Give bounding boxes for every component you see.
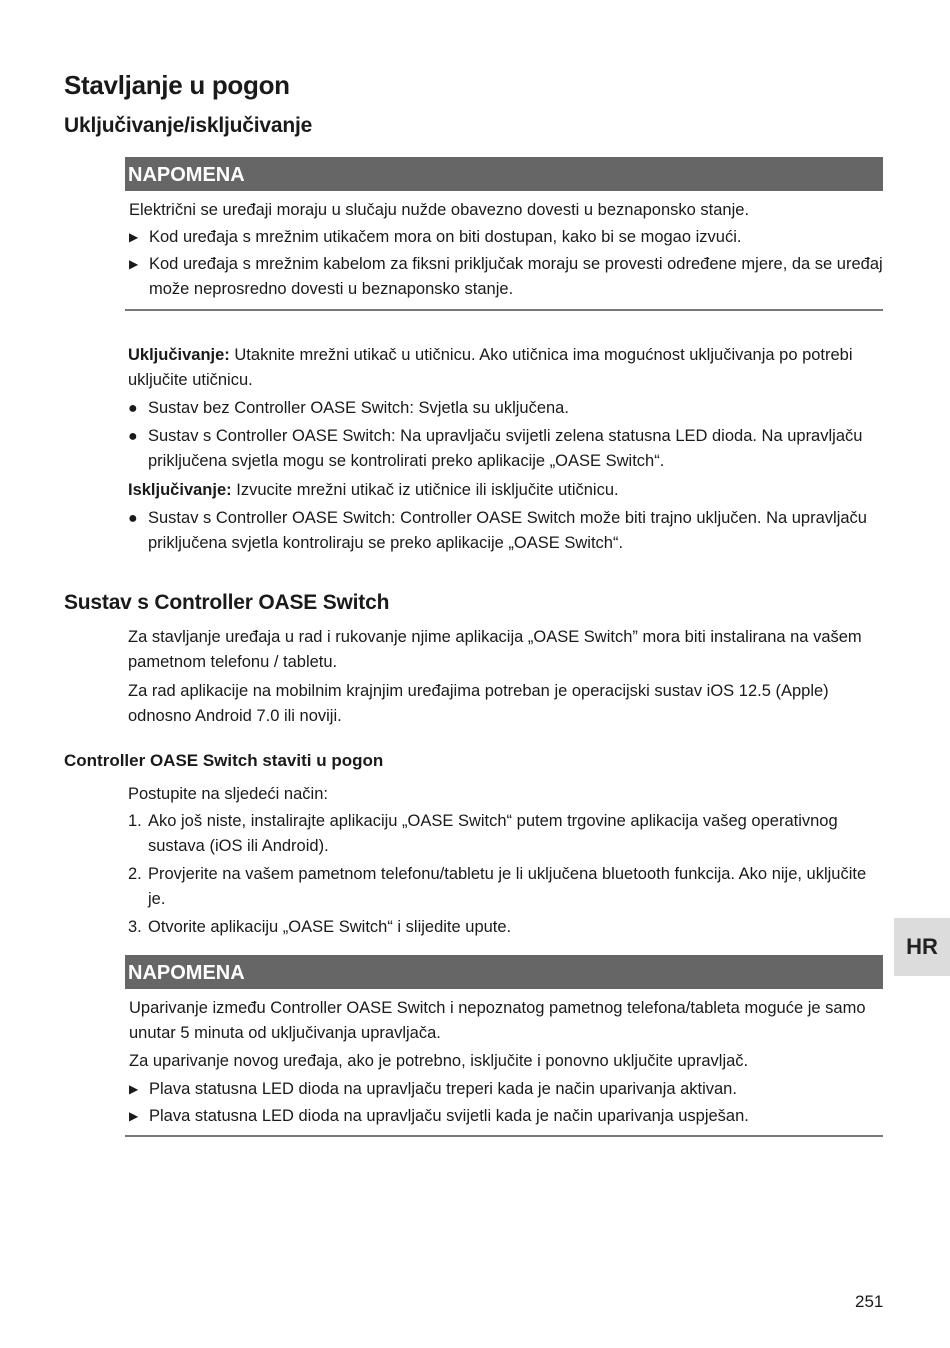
steps-intro: Postupite na sljedeći način: <box>128 785 328 803</box>
note-text: Za uparivanje novog uređaja, ako je potrebno, isključite i ponovno uključite upravljač. <box>129 1052 749 1070</box>
paragraph: Za rad aplikacije na mobilnim krajnjim uređajima potreban je operacijski sustav iOS 12.5 (Apple) odnosno Android 7.0 ili noviji. <box>128 682 829 725</box>
controller-intro <box>128 625 878 729</box>
note-bottom-rule <box>125 309 883 311</box>
triangle-bullet-icon: ▶ <box>129 230 139 244</box>
commissioning-steps <box>128 782 880 940</box>
note-box-safety <box>125 157 883 311</box>
note-bottom-rule <box>125 1135 883 1137</box>
triangle-bullet-icon: ▶ <box>129 1109 139 1123</box>
step-number: 1. <box>128 812 142 830</box>
section-heading-controller: Sustav s Controller OASE Switch <box>64 591 390 614</box>
note-text: Električni se uređaji moraju u slučaju nužde obavezno dovesti u beznaponsko stanje. <box>129 201 750 219</box>
note-bullet: ▶ Plava statusna LED dioda na upravljaču treperi kada je način uparivanja aktivan. <box>129 1077 883 1102</box>
list-item: ● Sustav s Controller OASE Switch: Controller OASE Switch može biti trajno uključen. Na upravljaču priključena svjetla kontroliraju se preko aplikacije „OASE Switch“. <box>128 506 878 556</box>
step-item: 3. Otvorite aplikaciju „OASE Switch“ i slijedite upute. <box>128 915 880 940</box>
note-header: NAPOMENA <box>125 157 883 191</box>
triangle-bullet-icon: ▶ <box>129 1082 139 1096</box>
page-title: Stavljanje u pogon <box>64 70 290 100</box>
switch-off-label: Isključivanje: <box>128 481 232 499</box>
language-tab: HR <box>894 918 950 976</box>
note-bullet: ▶ Kod uređaja s mrežnim kabelom za fiksni priključak moraju se provesti određene mjere, da se uređaj može neprosredno dovesti u beznaponsko stanje. <box>129 252 883 302</box>
note-bullet: ▶ Kod uređaja s mrežnim utikačem mora on biti dostupan, kako bi se mogao izvući. <box>129 225 883 250</box>
switch-on-paragraph: Uključivanje: Utaknite mrežni utikač u utičnicu. Ako utičnica ima mogućnost uključivanja po potrebi uključite utičnicu. <box>128 346 853 389</box>
dot-bullet-icon: ● <box>128 428 138 445</box>
subheading-commissioning: Controller OASE Switch staviti u pogon <box>64 751 384 770</box>
switch-on-label: Uključivanje: <box>128 346 230 364</box>
dot-bullet-icon: ● <box>128 400 138 417</box>
step-item: 1. Ako još niste, instalirajte aplikaciju „OASE Switch“ putem trgovine aplikacija vašeg operativnog sustava (iOS ili Android). <box>128 809 880 859</box>
section-heading-on-off: Uključivanje/isključivanje <box>64 114 313 137</box>
step-item: 2. Provjerite na vašem pametnom telefonu/tabletu je li uključena bluetooth funkcija. Ako nije, uključite je. <box>128 862 880 912</box>
on-off-instructions <box>128 343 878 556</box>
triangle-bullet-icon: ▶ <box>129 257 139 271</box>
note-box-pairing <box>125 955 883 1137</box>
switch-off-paragraph: Isključivanje: Izvucite mrežni utikač iz utičnice ili isključite utičnicu. <box>128 481 619 499</box>
note-header: NAPOMENA <box>125 955 883 989</box>
step-number: 3. <box>128 918 142 936</box>
step-number: 2. <box>128 865 142 883</box>
note-text: Uparivanje između Controller OASE Switch i nepoznatog pametnog telefona/tableta moguće je samo unutar 5 minuta od uključivanja upravljača. <box>129 999 866 1042</box>
paragraph: Za stavljanje uređaja u rad i rukovanje njime aplikacija „OASE Switch” mora biti instalirana na vašem pametnom telefonu / tabletu. <box>128 628 862 671</box>
note-bullet: ▶ Plava statusna LED dioda na upravljaču svijetli kada je način uparivanja uspješan. <box>129 1104 883 1129</box>
list-item: ● Sustav s Controller OASE Switch: Na upravljaču svijetli zelena statusna LED dioda. Na upravljaču priključena svjetla mogu se kontrolirati preko aplikacije „OASE Switch“. <box>128 424 878 474</box>
page-number: 251 <box>855 1292 884 1311</box>
list-item: ● Sustav bez Controller OASE Switch: Svjetla su uključena. <box>128 396 878 421</box>
dot-bullet-icon: ● <box>128 510 138 527</box>
